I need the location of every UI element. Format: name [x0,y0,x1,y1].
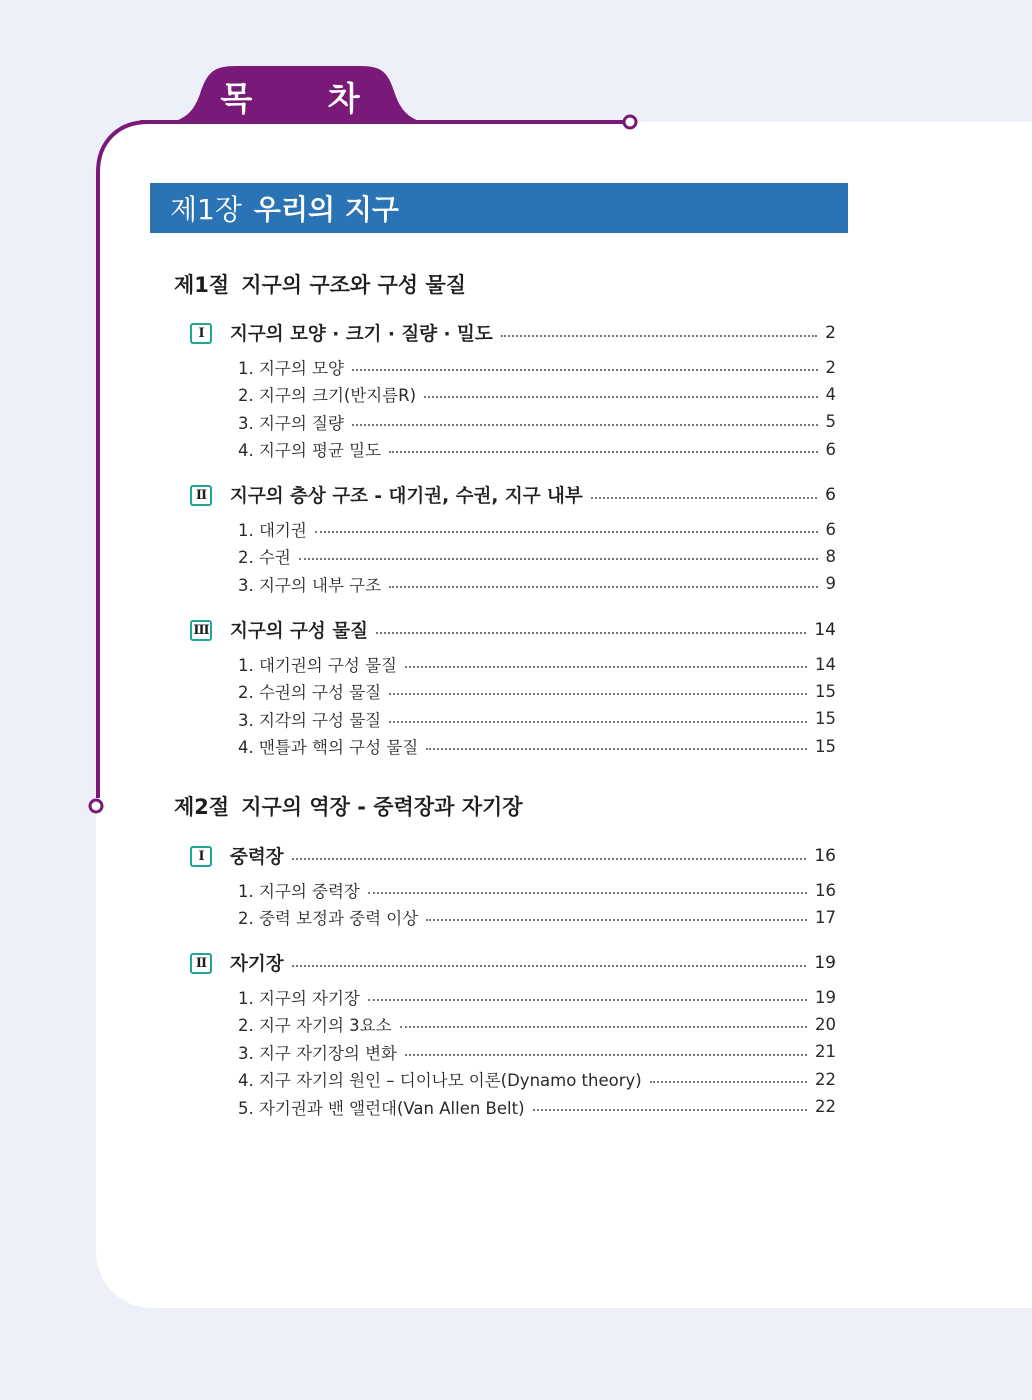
chapter-number: 제1장 [170,193,242,226]
page-number: 8 [825,546,836,566]
dot-leader [424,396,817,398]
page-number: 2 [825,323,836,343]
page-number: 15 [815,736,836,756]
toc-group-entry[interactable] [190,482,836,508]
toc-item-entry[interactable] [238,544,836,568]
toc-item-label: 1. 지구의 중력장 [238,882,360,901]
page-number: 21 [815,1042,836,1062]
dot-leader [292,965,807,967]
dot-leader [368,999,807,1001]
dot-leader [352,424,818,426]
toc-item-entry[interactable] [238,679,836,703]
frame-left-line [98,122,148,798]
dot-leader [292,858,807,860]
page-number: 5 [825,412,836,432]
roman-numeral-badge: I [190,323,212,344]
page-number: 2 [825,357,836,377]
toc-item-label: 2. 중력 보정과 중력 이상 [238,909,419,929]
toc-item-entry[interactable] [238,707,836,731]
dot-leader [389,721,807,723]
dot-leader [405,1054,807,1056]
toc-item-entry[interactable] [238,355,836,379]
page-number: 17 [815,907,836,927]
toc-group-title: 중력장 [230,847,284,868]
toc-item-entry[interactable] [238,1095,836,1119]
page-number: 15 [815,709,836,729]
toc-item-entry[interactable] [238,878,836,902]
page-number: 16 [814,846,836,866]
toc-item-label: 1. 대기권의 구성 물질 [238,656,397,675]
toc-group-title: 지구의 모양 · 크기 · 질량 · 밀도 [230,324,493,345]
roman-numeral-badge: II [190,953,212,974]
frame-end-circle-left [90,800,102,812]
toc-item-label: 2. 지구의 크기(반지름R) [238,386,417,406]
toc-item-entry[interactable] [238,382,836,406]
toc-item-label: 1. 대기권 [238,521,307,540]
toc-item-label: 2. 수권의 구성 물질 [238,683,382,703]
page-number: 6 [825,439,836,459]
dot-leader [650,1081,807,1083]
frame-end-circle-right [624,116,636,128]
toc-item-entry[interactable] [238,985,836,1009]
dot-leader [426,748,807,750]
dot-leader [368,892,807,894]
page-number: 14 [815,654,836,674]
toc-item-label: 3. 지구 자기장의 변화 [238,1043,397,1063]
page-number: 20 [815,1014,836,1034]
toc-item-entry[interactable] [238,410,836,434]
page-number: 6 [825,485,836,505]
chapter-heading [150,183,848,233]
dot-leader [389,451,817,453]
dot-leader [426,919,807,921]
dot-leader [299,558,818,560]
roman-numeral-badge: I [190,846,212,867]
dot-leader [501,335,817,337]
roman-numeral-badge: III [190,620,212,641]
toc-title: 목 차 [220,78,392,118]
dot-leader [315,531,818,533]
dot-leader [533,1109,807,1111]
section-title [174,791,523,821]
toc-item-label: 5. 자기권과 밴 앨런대(Van Allen Belt) [238,1098,525,1118]
dot-leader [405,666,807,668]
section-name: 지구의 역장 - 중력장과 자기장 [241,795,523,819]
dot-leader [400,1026,807,1028]
dot-leader [389,693,807,695]
toc-item-label: 4. 지구의 평균 밀도 [238,441,382,461]
toc-item-entry[interactable] [238,1067,836,1091]
toc-item-entry[interactable] [238,1012,836,1036]
toc-item-entry[interactable] [238,652,836,676]
toc-item-label: 4. 지구 자기의 원인 – 디이나모 이론(Dynamo theory) [238,1071,642,1091]
toc-item-entry[interactable] [238,1040,836,1064]
toc-group-title: 지구의 구성 물질 [230,621,368,642]
toc-item-label: 1. 지구의 모양 [238,359,344,378]
page-number: 19 [815,987,836,1007]
toc-group-entry[interactable] [190,950,836,976]
toc-item-label: 1. 지구의 자기장 [238,989,360,1008]
toc-item-entry[interactable] [238,572,836,596]
dot-leader [389,586,817,588]
toc-item-label: 3. 지구의 질량 [238,413,344,433]
toc-item-entry[interactable] [238,517,836,541]
section-number: 제2절 [174,795,230,819]
dot-leader [591,497,817,499]
section-name: 지구의 구조와 구성 물질 [241,273,466,297]
toc-group-title: 지구의 층상 구조 - 대기권, 수권, 지구 내부 [230,486,583,507]
page-number: 22 [815,1097,836,1117]
toc-item-label: 3. 지구의 내부 구조 [238,575,382,595]
toc-group-title: 자기장 [230,954,284,975]
page-number: 6 [825,519,836,539]
page-number: 4 [825,384,836,404]
chapter-name: 우리의 지구 [253,193,399,226]
toc-item-entry[interactable] [238,734,836,758]
page-number: 16 [815,880,836,900]
page-number: 19 [814,953,836,973]
section-number: 제1절 [174,273,230,297]
page-number: 15 [815,681,836,701]
dot-leader [376,632,806,634]
page-number: 14 [814,620,836,640]
toc-item-entry[interactable] [238,905,836,929]
page-number: 9 [825,574,836,594]
section-title [174,269,466,299]
toc-item-label: 2. 수권 [238,548,291,568]
dot-leader [352,369,818,371]
roman-numeral-badge: II [190,485,212,506]
toc-item-label: 4. 맨틀과 핵의 구성 물질 [238,738,419,758]
toc-item-label: 3. 지각의 구성 물질 [238,710,382,730]
toc-group-entry[interactable] [190,617,836,643]
toc-item-label: 2. 지구 자기의 3요소 [238,1016,392,1036]
page-number: 22 [815,1069,836,1089]
toc-item-entry[interactable] [238,437,836,461]
toc-group-entry[interactable] [190,843,836,869]
toc-group-entry[interactable] [190,320,836,346]
